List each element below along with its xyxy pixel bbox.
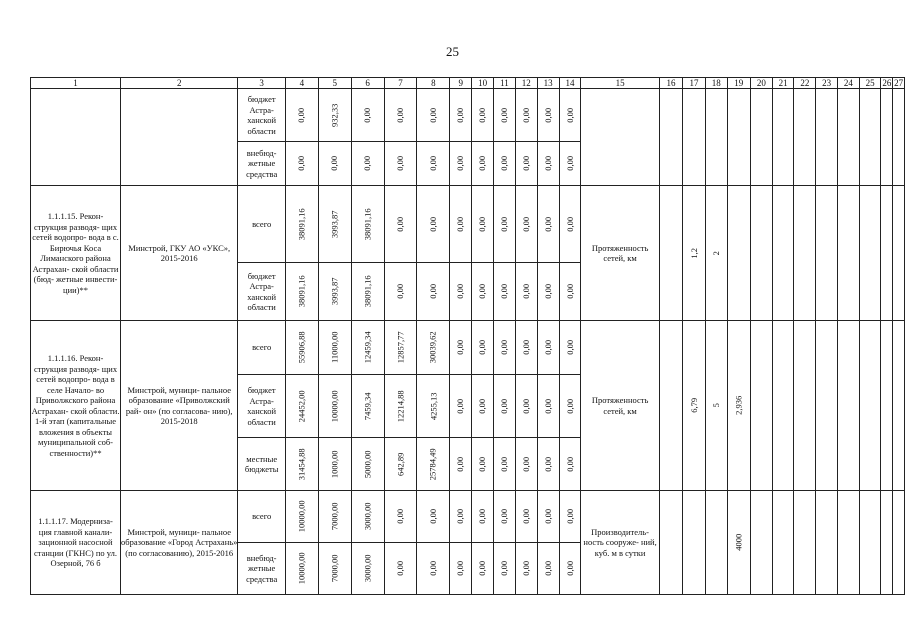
- value-cell: 3000,00: [351, 543, 384, 595]
- value-cell: 0,00: [351, 142, 384, 186]
- value-cell: 0,00: [450, 142, 472, 186]
- col-header: 18: [705, 78, 727, 89]
- target-value-cell: 2,936: [727, 321, 750, 491]
- value-cell: 0,00: [417, 543, 450, 595]
- value-cell: 38091,16: [351, 186, 384, 263]
- value-cell: 0,00: [472, 142, 494, 186]
- col-header: 5: [318, 78, 351, 89]
- value-cell: 10000,00: [318, 375, 351, 438]
- value-cell: 0,00: [559, 186, 581, 263]
- value-cell: 0,00: [559, 263, 581, 321]
- value-cell: 5000,00: [351, 438, 384, 491]
- table-row: [31, 491, 905, 543]
- value-cell: 10000,00: [285, 543, 318, 595]
- value-cell: 24452,00: [285, 375, 318, 438]
- value-cell: 11000,00: [318, 321, 351, 375]
- value-cell: 0,00: [450, 543, 472, 595]
- col-header: 22: [794, 78, 816, 89]
- value-cell: 0,00: [384, 89, 417, 142]
- value-cell: 932,33: [318, 89, 351, 142]
- table-row: [31, 321, 905, 375]
- value-cell: 55906,88: [285, 321, 318, 375]
- col-header: 17: [683, 78, 706, 89]
- col-header: 12: [515, 78, 537, 89]
- value-cell: 0,00: [559, 321, 581, 375]
- value-cell: 0,00: [494, 438, 516, 491]
- target-value-cell: 6,79: [683, 321, 706, 491]
- indicator-cell-empty: [581, 89, 659, 186]
- value-cell: 0,00: [494, 543, 516, 595]
- header-row: [31, 78, 905, 89]
- value-cell: 25784,49: [417, 438, 450, 491]
- target-value-cell: 2: [705, 186, 727, 321]
- funding-source: внебюд- жетные средства: [238, 543, 286, 595]
- implementer-cell: Минстрой, муници- пальное образование «Приволжский рай- он» (по согласова- нию), 2015-2018: [121, 321, 238, 491]
- value-cell: 0,00: [559, 89, 581, 142]
- value-cell: 0,00: [384, 491, 417, 543]
- value-cell: 0,00: [559, 543, 581, 595]
- value-cell: 0,00: [285, 89, 318, 142]
- value-cell: 0,00: [384, 543, 417, 595]
- value-cell: 0,00: [472, 89, 494, 142]
- value-cell: 0,00: [515, 263, 537, 321]
- value-cell: 0,00: [537, 186, 559, 263]
- value-cell: 12857,77: [384, 321, 417, 375]
- col-header: 8: [417, 78, 450, 89]
- funding-source: внебюд- жетные средства: [238, 142, 286, 186]
- value-cell: 0,00: [450, 263, 472, 321]
- col-header: 6: [351, 78, 384, 89]
- value-cell: 0,00: [384, 186, 417, 263]
- value-cell: 7000,00: [318, 543, 351, 595]
- value-cell: 4255,13: [417, 375, 450, 438]
- value-cell: 7000,00: [318, 491, 351, 543]
- value-cell: 10000,00: [285, 491, 318, 543]
- value-cell: 0,00: [515, 186, 537, 263]
- value-cell: 0,00: [417, 263, 450, 321]
- value-cell: 0,00: [472, 186, 494, 263]
- indicator-cell: Протяженность сетей, км: [581, 186, 659, 321]
- value-cell: 0,00: [417, 491, 450, 543]
- value-cell: 0,00: [384, 142, 417, 186]
- value-cell: 0,00: [472, 543, 494, 595]
- target-value-cell: 5: [705, 321, 727, 491]
- value-cell: 0,00: [472, 491, 494, 543]
- value-cell: 0,00: [318, 142, 351, 186]
- value-cell: 0,00: [515, 438, 537, 491]
- value-cell: 0,00: [494, 142, 516, 186]
- value-cell: 0,00: [417, 186, 450, 263]
- value-cell: 0,00: [472, 438, 494, 491]
- value-cell: 0,00: [537, 263, 559, 321]
- target-value-cell: 1,2: [683, 186, 706, 321]
- col-header: 13: [537, 78, 559, 89]
- indicator-cell: Протяженность сетей, км: [581, 321, 659, 491]
- value-cell: 0,00: [494, 375, 516, 438]
- value-cell: 0,00: [351, 89, 384, 142]
- col-header: 27: [894, 78, 904, 88]
- value-cell: 0,00: [537, 142, 559, 186]
- value-cell: 0,00: [450, 491, 472, 543]
- value-cell: 12214,88: [384, 375, 417, 438]
- value-cell: 0,00: [285, 142, 318, 186]
- value-cell: 3993,87: [318, 263, 351, 321]
- program-table: [30, 77, 905, 595]
- measure-description: 1.1.1.16. Рекон- струкция разводя- щих сетей водопро- вода в селе Начало- во Приволжского района Астрахан- ской области. 1-й этап (капитальные вложения в объекты муниципальной соб- ственности)**: [31, 321, 121, 491]
- page-number: 25: [446, 44, 459, 59]
- value-cell: 0,00: [417, 89, 450, 142]
- implementer-cell-empty: [121, 89, 238, 186]
- value-cell: 3993,87: [318, 186, 351, 263]
- funding-source: бюджет Астра- ханской области: [238, 375, 286, 438]
- value-cell: 38091,16: [351, 263, 384, 321]
- col-header: 21: [772, 78, 794, 89]
- implementer-cell: Минстрой, ГКУ АО «УКС», 2015-2016: [121, 186, 238, 321]
- col-header: 23: [816, 78, 838, 89]
- col-header: 20: [750, 78, 772, 89]
- target-value-cell: 4000: [727, 491, 750, 595]
- value-cell: 12459,34: [351, 321, 384, 375]
- value-cell: 0,00: [494, 263, 516, 321]
- value-cell: 0,00: [384, 263, 417, 321]
- value-cell: 31454,88: [285, 438, 318, 491]
- value-cell: 0,00: [494, 491, 516, 543]
- value-cell: 3000,00: [351, 491, 384, 543]
- value-cell: 0,00: [450, 438, 472, 491]
- col-header: 3: [238, 78, 286, 89]
- value-cell: 0,00: [559, 375, 581, 438]
- measure-description: 1.1.1.17. Модерниза- ция главной канали- зационной насосной станции (ГКНС) по ул. Озерной, 76 б: [31, 491, 121, 595]
- value-cell: 0,00: [472, 321, 494, 375]
- value-cell: 0,00: [537, 543, 559, 595]
- value-cell: 0,00: [515, 142, 537, 186]
- funding-source: бюджет Астра- ханской области: [238, 89, 286, 142]
- value-cell: 0,00: [559, 142, 581, 186]
- value-cell: 0,00: [472, 263, 494, 321]
- col-header: 10: [472, 78, 494, 89]
- table-row: [31, 186, 905, 263]
- value-cell: 0,00: [515, 321, 537, 375]
- col-header: 19: [727, 78, 750, 89]
- col-header: 15: [581, 78, 659, 89]
- value-cell: 30039,62: [417, 321, 450, 375]
- value-cell: 0,00: [515, 375, 537, 438]
- value-cell: 7459,34: [351, 375, 384, 438]
- desc-cell-empty: [31, 89, 121, 186]
- measure-description: 1.1.1.15. Рекон- струкция разводя- щих сетей водопро- вода в с. Бирючья Коса Лиманского района Астрахан- ской области (бюд- жетные инвести- ции)**: [31, 186, 121, 321]
- value-cell: 0,00: [537, 321, 559, 375]
- value-cell: 0,00: [559, 438, 581, 491]
- value-cell: 0,00: [450, 89, 472, 142]
- col-header: 9: [450, 78, 472, 89]
- value-cell: 0,00: [494, 321, 516, 375]
- indicator-cell: Производитель- ность сооруже- ний, куб. м в сутки: [581, 491, 659, 595]
- value-cell: 0,00: [537, 491, 559, 543]
- col-header: 16: [659, 78, 682, 89]
- funding-source: всего: [238, 321, 286, 375]
- col-header: 2: [121, 78, 238, 89]
- value-cell: 0,00: [537, 89, 559, 142]
- value-cell: 38091,16: [285, 263, 318, 321]
- value-cell: 0,00: [417, 142, 450, 186]
- funding-source: местные бюджеты: [238, 438, 286, 491]
- col-header: 25: [859, 78, 881, 89]
- value-cell: 38091,16: [285, 186, 318, 263]
- value-cell: 0,00: [494, 89, 516, 142]
- value-cell: 0,00: [494, 186, 516, 263]
- value-cell: 642,89: [384, 438, 417, 491]
- value-cell: 1000,00: [318, 438, 351, 491]
- value-cell: 0,00: [515, 491, 537, 543]
- table-row: [31, 89, 905, 142]
- col-header: 24: [837, 78, 859, 89]
- value-cell: 0,00: [515, 543, 537, 595]
- value-cell: 0,00: [515, 89, 537, 142]
- implementer-cell: Минстрой, муници- пальное образование «Город Астрахань» (по согласованию), 2015-2016: [121, 491, 238, 595]
- col-header: 7: [384, 78, 417, 89]
- funding-source: бюджет Астра- ханской области: [238, 263, 286, 321]
- col-header: 26: [882, 78, 892, 88]
- col-header: 1: [31, 78, 121, 89]
- funding-source: всего: [238, 186, 286, 263]
- value-cell: 0,00: [472, 375, 494, 438]
- value-cell: 0,00: [559, 491, 581, 543]
- value-cell: 0,00: [537, 375, 559, 438]
- col-header: 14: [559, 78, 581, 89]
- value-cell: 0,00: [537, 438, 559, 491]
- value-cell: 0,00: [450, 321, 472, 375]
- value-cell: 0,00: [450, 375, 472, 438]
- value-cell: 0,00: [450, 186, 472, 263]
- col-header: 11: [494, 78, 516, 89]
- funding-source: всего: [238, 491, 286, 543]
- col-header: 4: [285, 78, 318, 89]
